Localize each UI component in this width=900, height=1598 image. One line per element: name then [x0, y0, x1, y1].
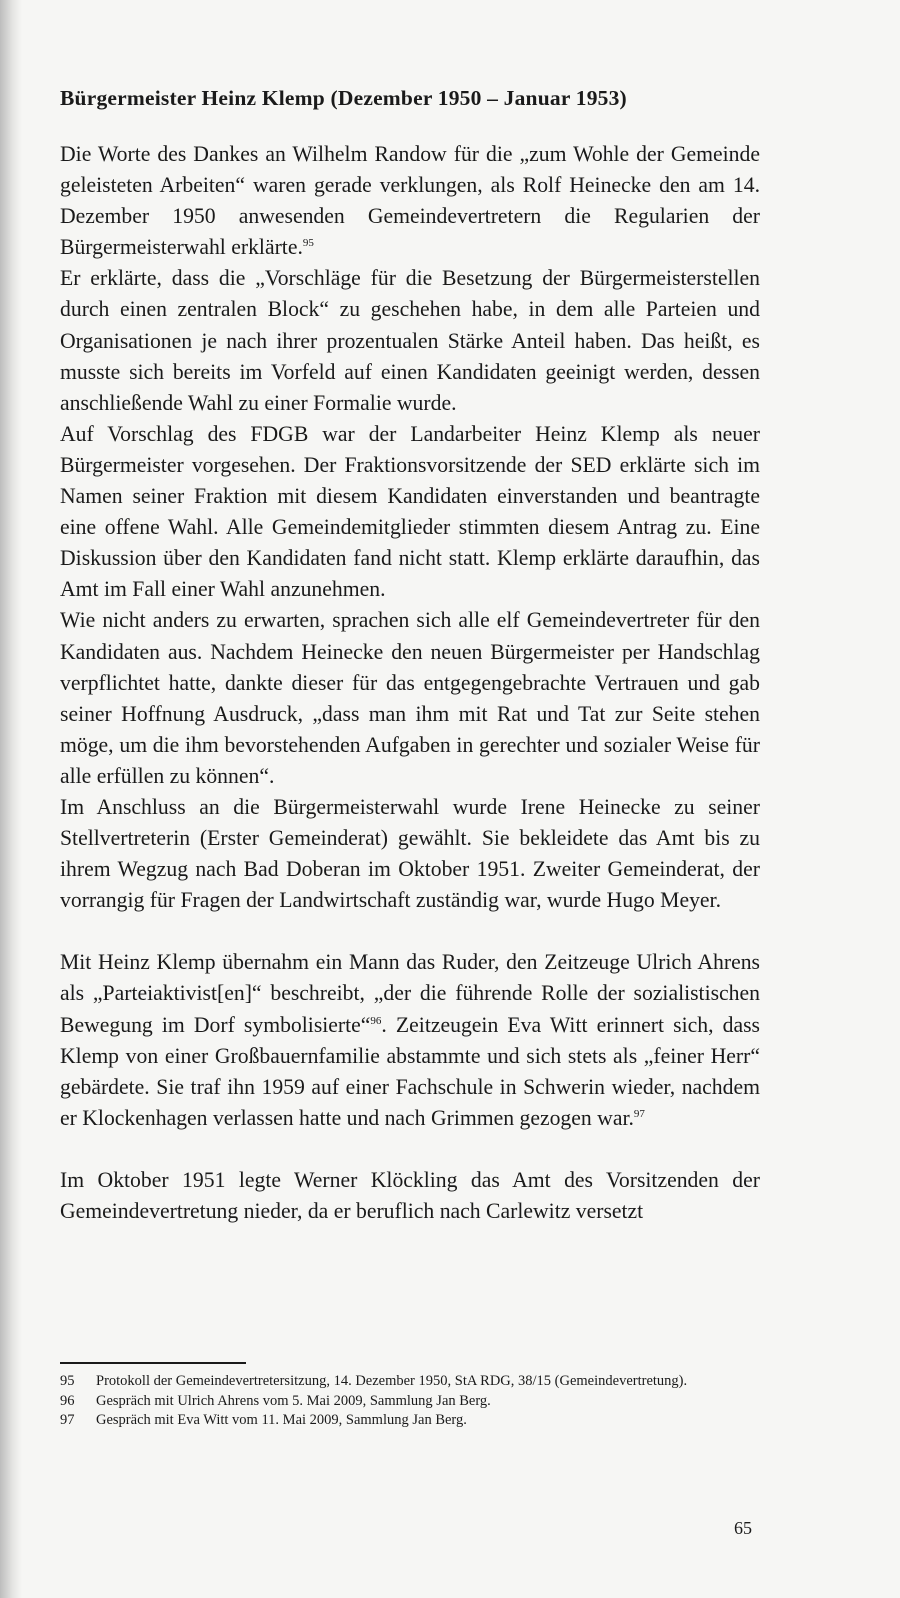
- text-block-2: [60, 947, 760, 1134]
- footnote-number: 95: [60, 1373, 75, 1389]
- paragraph: Wie nicht anders zu erwarten, sprachen sich alle elf Gemeindevertreter für den Kandidaten aus. Nachdem Heinecke den neuen Bürgermeister per Handschlag verpflichtet hatte, dankte dieser für das entgegengebrachte Vertrauen und gab seiner Hoffnung Ausdruck, „dass man ihm mit Rat und Tat zur Seite stehen möge, um die ihm bevorstehenden Aufgaben in gerechter und sozialer Weise für alle erfüllen zu können“.: [60, 608, 760, 788]
- footnote-number: 97: [60, 1412, 75, 1428]
- page-number: 65: [734, 1518, 752, 1538]
- footnotes: [60, 1372, 760, 1431]
- footnote-text: Gespräch mit Eva Witt vom 11. Mai 2009, Sammlung Jan Berg.: [96, 1412, 467, 1428]
- footnote-number: 96: [60, 1392, 75, 1409]
- footnote-ref-97: 97: [633, 1107, 645, 1120]
- text-block-1: [60, 139, 760, 916]
- paragraph: Im Oktober 1951 legte Werner Klöckling das Amt des Vorsitzenden der Gemeindevertretung nieder, da er beruflich nach Carlewitz versetzt: [60, 1167, 760, 1223]
- page-gutter-shadow: [0, 0, 22, 1598]
- footnote-text: Protokoll der Gemeindevertretersitzung, 14. Dezember 1950, StA RDG, 38/15 (Gemeindevertretung).: [96, 1373, 688, 1389]
- paragraph: Im Anschluss an die Bürgermeisterwahl wurde Irene Heinecke zu seiner Stellvertreterin (Erster Gemeinderat) gewählt. Sie bekleidete das Amt bis zu ihrem Wegzug nach Bad Doberan im Oktober 1951. Zweiter Gemeinderat, der vorrangig für Fragen der Landwirtschaft zuständig war, wurde Hugo Meyer.: [60, 794, 760, 913]
- paragraph: Die Worte des Dankes an Wilhelm Randow für die „zum Wohle der Gemeinde geleisteten Arbeiten“ waren gerade verklungen, als Rolf Heinecke den am 14. Dezember 1950 anwesenden Gemeindevertretern die Regularien der Bürgermeisterwahl erklärte.$^{95}$: [60, 142, 760, 260]
- footnote-divider: [60, 1362, 246, 1364]
- paragraph: Er erklärte, dass die „Vorschläge für die Besetzung der Bürgermeisterstellen durch einen zentralen Block“ zu geschehen habe, in dem alle Parteien und Organisationen je nach ihrer prozentualen Stärke Anteil haben. Das heißt, es musste sich bereits im Vorfeld auf einen Kandidaten geeinigt werden, dessen anschließende Wahl zu einer Formalie wurde.: [60, 266, 760, 415]
- paragraph: Mit Heinz Klemp übernahm ein Mann das Ruder, den Zeitzeuge Ulrich Ahrens als „Parteiaktivist[en]“ beschreibt, „der die führende Rolle der sozialistischen Bewegung im Dorf symbolisierte“$^{96}$. Zeitzeugein Eva Witt erinnert sich, dass Klemp von einer Großbauernfamilie abstammte und sich stets als „feiner Herr“ gebärdete. Sie traf ihn 1959 auf einer Fachschule in Schwerin wieder, nachdem er Klockenhagen verlassen hatte und nach Grimmen gezogen war.$^{97}$: [60, 950, 760, 1130]
- section-heading: Bürgermeister Heinz Klemp (Dezember 1950 – Januar 1953): [60, 86, 627, 110]
- footnote: [60, 1372, 760, 1392]
- main-text: [60, 86, 760, 1258]
- text-block-3: [60, 1165, 760, 1227]
- footnote-text: Gespräch mit Ulrich Ahrens vom 5. Mai 2009, Sammlung Jan Berg.: [96, 1392, 491, 1409]
- footnote-ref-95: 95: [302, 237, 314, 250]
- paragraph: Auf Vorschlag des FDGB war der Landarbeiter Heinz Klemp als neuer Bürgermeister vorgesehen. Der Fraktionsvorsitzende der SED erklärte sich im Namen seiner Fraktion mit diesem Kandidaten einverstanden und beantragte eine offene Wahl. Alle Gemeindemitglieder stimmten diesem Antrag zu. Eine Diskussion über den Kandidaten fand nicht statt. Klemp erklärte daraufhin, das Amt im Fall einer Wahl anzunehmen.: [60, 421, 760, 602]
- footnote-ref-96: 96: [370, 1014, 382, 1027]
- footnote: [60, 1411, 760, 1431]
- footnote: [60, 1392, 760, 1412]
